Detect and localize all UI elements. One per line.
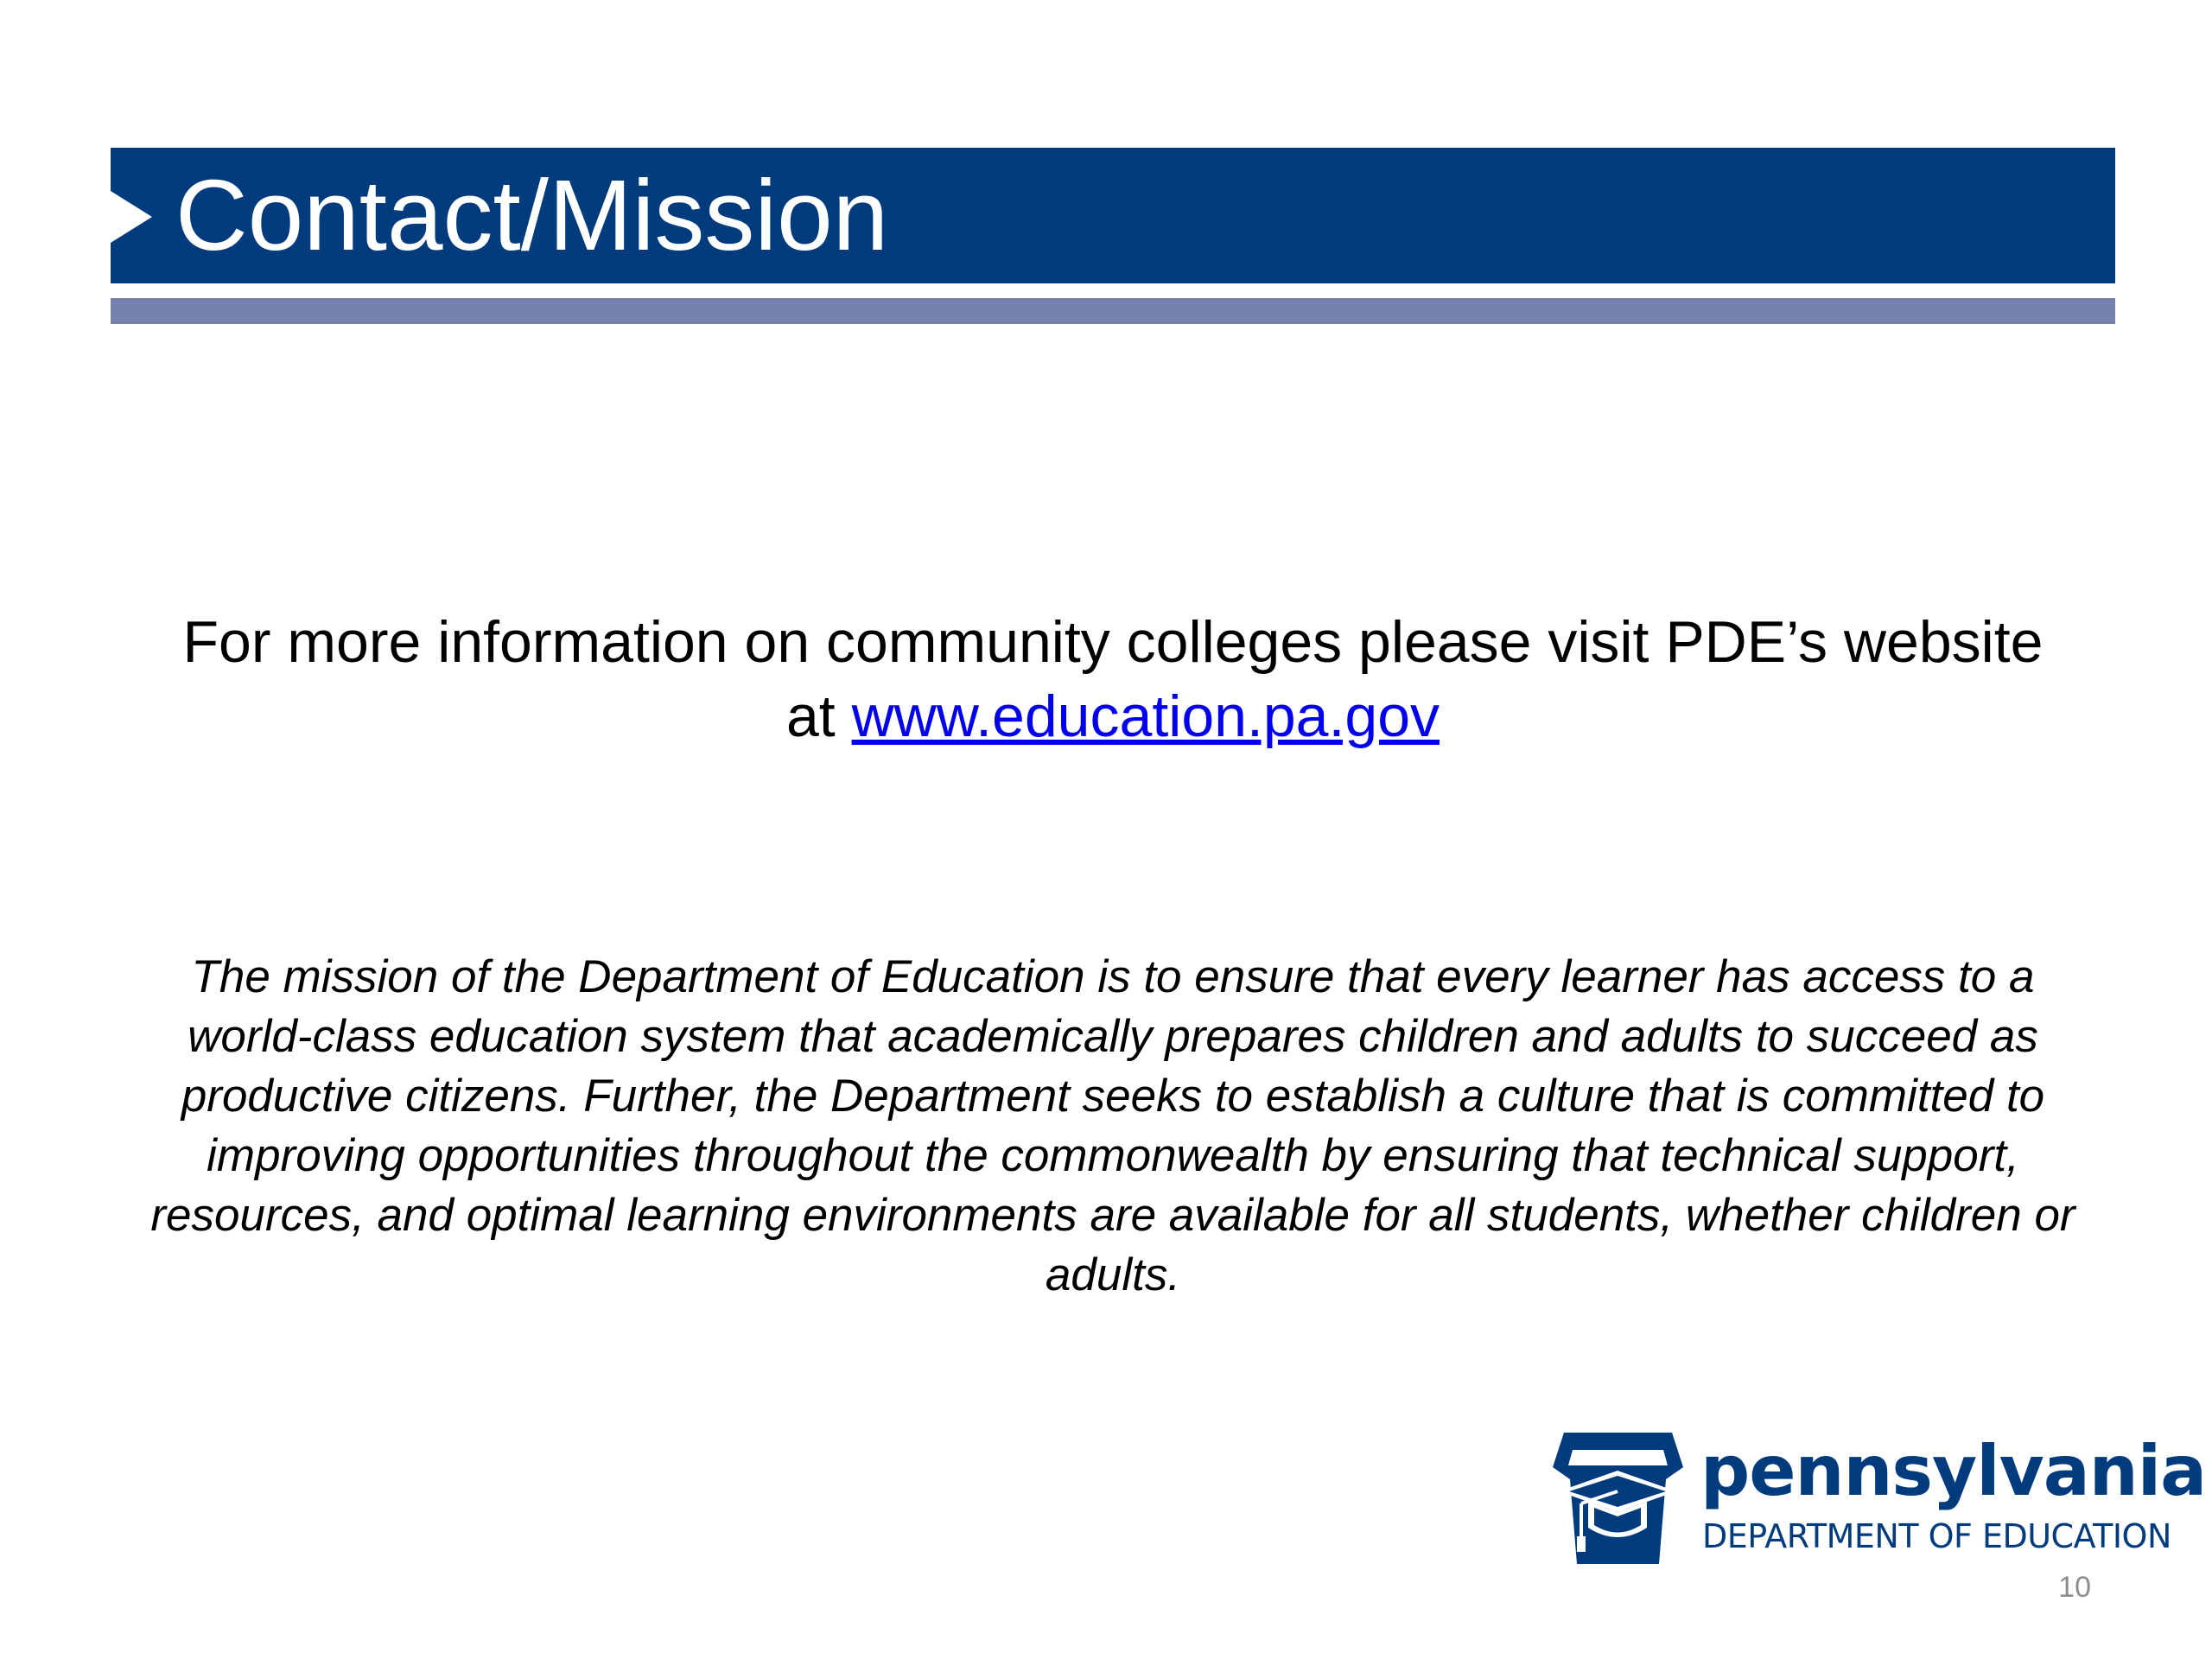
website-link[interactable]: www.education.pa.gov <box>851 683 1440 749</box>
pde-logo <box>1547 1426 2207 1568</box>
title-arrow-icon <box>111 191 152 243</box>
mission-statement: The mission of the Department of Education is to ensure that every learner has access to a world-class education system that academically prepares children and adults to succeed as productive citizens. Further, the Department seeks to establish a culture that is committed to improving opportunities throughout the commonwealth by ensuring that technical support, resources, and optimal learning environments are available for all students, whether children or adults. <box>150 951 2075 1300</box>
keystone-graduation-cap-icon <box>1547 1426 1689 1568</box>
logo-wordmark: pennsylvania <box>1700 1431 2207 1511</box>
page-number: 10 <box>2058 1571 2091 1604</box>
slide-title: Contact/Mission <box>175 159 889 271</box>
info-prefix: at <box>785 683 852 749</box>
accent-bar <box>111 298 2115 324</box>
info-line1: For more information on community colleges please visit PDE’s website <box>182 609 2044 675</box>
logo-subtitle: DEPARTMENT OF EDUCATION <box>1702 1517 2171 1555</box>
info-paragraph <box>111 605 2115 753</box>
